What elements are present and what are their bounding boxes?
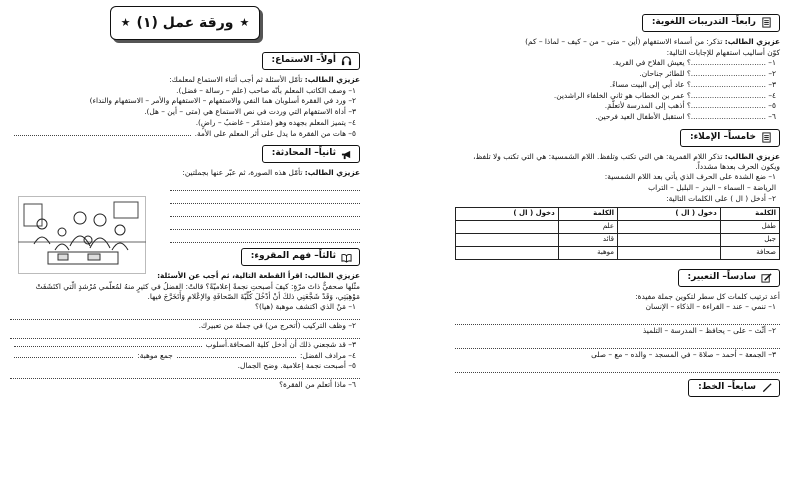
table-cell-answer[interactable] [456, 246, 559, 259]
question-text: جمع موهبة: [137, 350, 173, 360]
dictation-intro [455, 152, 780, 172]
intro-bold: عزيزي الطالب: [724, 151, 780, 161]
list-item: ٥– ................................؟ أذهب إلى المدرسة لأتعلّمَ. [604, 101, 776, 111]
table-header: الكلمة [558, 207, 617, 220]
intro-bold: عزيزي الطالب: [724, 36, 780, 46]
reading-passage: مثّلها صحفيٌّ ذاتَ مرّةٍ: كيفَ أصبحتِ نجمةً إعلاميّةً؟ قالتْ: الفضلُ في كثيرٍ منهُ لمُعلّمي مُرْشدٍ الّتي اكتَشَفَتْ مَوْهِبَتِي، وَقَدْ شَجَّعَنِي ذلكَ أنْ أدْخُلَ كُلّيّةَ الصّحافَةِ والإعْلامِ وَأَتَخَرَّجَ فيها. [35, 281, 360, 301]
section-composition-heading [678, 269, 780, 287]
composition-intro: أعد ترتيب كلمات كل سطر لتكوين جملة مفيدة: [635, 291, 780, 301]
question-row [10, 351, 360, 361]
dictation-task-1-words: الرياضة – السماء – البدر – البلبل – التراب [648, 183, 776, 193]
question-text: ٣– قد شجعني ذلك أن أدخل كلية الصحافة. [227, 339, 356, 349]
dictation-task-1: ١– ضع الشدة على الحرف الذي يأتي بعد اللام الشمسية: [604, 172, 776, 182]
table-row [456, 220, 780, 233]
listening-intro [10, 75, 360, 85]
worksheet-title-box [110, 6, 260, 40]
section-heading-text: أولاً– الاستماع: [271, 55, 336, 65]
list-item: ١– وصف الكاتب المعلم بأنّه صاحب (علم – رسالة – فضل). [176, 85, 356, 95]
page-gutter [372, 0, 447, 497]
headphones-icon [341, 55, 352, 66]
answer-line[interactable] [14, 130, 191, 136]
answer-line[interactable] [10, 372, 360, 379]
question-text: ٥– هات من الفقرة ما يدل على أثر المعلم على الأمة. [194, 128, 356, 138]
question-text: ٥– أصبحت نجمة إعلامية. وضح الجمال. [237, 361, 356, 371]
star-icon: ★ [120, 15, 131, 29]
table-cell: علم [558, 220, 617, 233]
answer-line[interactable] [455, 361, 780, 373]
table-cell-answer[interactable] [618, 246, 721, 259]
conversation-block [170, 168, 360, 243]
table-row [456, 246, 780, 259]
list-item: ٤– يتميز المعلم بجهده وهو (متذمّر – غاضبٌ – راضٍ). [195, 117, 356, 127]
question-text: ٢– وظف التركيب (أتخرج من) في جملة من تعبيرك. [198, 321, 356, 331]
answer-line[interactable] [455, 313, 780, 325]
list-item [10, 129, 360, 139]
table-cell: طفل [720, 220, 779, 233]
question-text: ١– مَنْ الذي اكتشف موهبة (هيا)؟ [255, 302, 356, 312]
list-item: ٢– ................................؟ للطائر جناحان. [639, 69, 776, 79]
answer-line[interactable] [14, 352, 133, 358]
intro-bold: عزيزي الطالب: [304, 270, 360, 280]
section-dictation-heading [680, 129, 780, 147]
answer-line[interactable] [14, 341, 202, 347]
section-heading-text: سادساً– التعبير: [687, 271, 756, 282]
table-header-row [456, 207, 780, 220]
table-cell-answer[interactable] [618, 233, 721, 246]
megaphone-icon [341, 149, 352, 160]
drills-intro [455, 37, 780, 47]
section-listening-heading [262, 52, 361, 70]
section-handwriting-heading [688, 379, 780, 397]
document-icon [761, 132, 772, 143]
family-reading-illustration [18, 196, 146, 274]
intro-text: تأمّل الأسئلة ثم أجب أثناء الاستماع لمعلمك: [169, 74, 303, 84]
left-column [0, 0, 372, 497]
list-item: ٤– ................................؟ عمر بن الخطاب هو ثاني الخلفاء الراشدين. [553, 90, 776, 100]
conversation-intro [170, 168, 360, 178]
intro-text: تذكر اللام القمرية: هي التي تكتب وتلفظ. اللام الشمسية: هي التي تكتب ولا تلفظ، ويكون الحرف بعدها مشدداً. [473, 151, 780, 171]
section-heading-text: سابعاً– الخط: [698, 381, 756, 392]
section-language-drills-heading [642, 14, 780, 32]
pen-icon [761, 382, 772, 393]
question-row [10, 340, 360, 350]
table-cell-answer[interactable] [618, 220, 721, 233]
answer-line[interactable] [455, 337, 780, 349]
question-text: ٤– مرادف الفضل: [300, 350, 356, 360]
document-icon [761, 17, 772, 28]
answer-line[interactable] [170, 205, 360, 217]
intro-text: تأمّل هذه الصورة، ثم عبّر عنها بجملتين: [182, 168, 303, 178]
answer-line[interactable] [170, 192, 360, 204]
al-words-table [455, 207, 780, 260]
drills-intro-2: كوّن أساليب استفهام للإجابات التالية: [666, 47, 780, 57]
star-icon: ★ [239, 15, 250, 29]
intro-text: تذكر: من أسماء الاستفهام (أين – متى – من – كيف – لماذا – كم) [525, 36, 723, 46]
list-item: ٣– الجمعة – أحمد – صلاةَ – في المسجد – والده – مع – صلى [591, 349, 776, 359]
table-cell: صحافة [720, 246, 779, 259]
section-heading-text: ثانياً– المحادثة: [271, 148, 336, 159]
table-cell: جبل [720, 233, 779, 246]
table-cell: قائد [558, 233, 617, 246]
section-heading-text: خامساً– الإملاء: [689, 132, 756, 142]
answer-line[interactable] [170, 218, 360, 230]
table-cell: موهبة [558, 246, 617, 259]
list-item: ٣– أداة الاستفهام التي وردت في نص الاستماع هي (متى – أين – هل). [144, 107, 356, 117]
answer-line[interactable] [177, 352, 296, 358]
list-item: ٢– أثّث – على – يحافظ – المدرسة – التلميذ [642, 326, 776, 336]
table-cell-answer[interactable] [456, 220, 559, 233]
intro-text: اقرأ القطعة التالية، ثم أجب عن الأسئلة: [157, 270, 303, 280]
section-conversation-heading [262, 145, 360, 163]
section-heading-text: ثالثاً– فهم المقروء: [250, 251, 336, 262]
intro-bold: عزيزي الطالب: [304, 74, 360, 84]
table-cell-answer[interactable] [456, 233, 559, 246]
question-text: أسلوب [205, 339, 228, 349]
answer-line[interactable] [10, 332, 360, 339]
list-item: ٦– ................................؟ استقبل الأطفال العيد فرحين. [595, 112, 776, 122]
question-text: ٦– ماذا أتعلم من الفقرة؟ [279, 380, 356, 390]
list-item: ٢– ورد في الفقرة أسلوبان هما النفي والاستفهام – الاستفهام والأمر – الاستفهام والنداء) [89, 96, 356, 106]
list-item: ١– تنمي – عند – القراءة – الذكاء – الإنسان [645, 302, 776, 312]
section-heading-text: رابعاً– التدريبات اللغوية: [651, 17, 756, 27]
worksheet-title: ورقة عمل (١) [136, 14, 234, 31]
table-header: دخول ( ال ) [618, 207, 721, 220]
list-item: ١– ................................؟ يعيش الفلاح في القرية. [612, 58, 776, 68]
answer-line[interactable] [10, 313, 360, 320]
table-header: الكلمة [720, 207, 779, 220]
table-row [456, 233, 780, 246]
intro-bold: عزيزي الطالب: [304, 168, 360, 178]
dictation-task-2: ٢– أدخل ( ال ) على الكلمات التالية: [666, 193, 776, 203]
right-column [447, 0, 794, 497]
section-reading-heading [241, 248, 360, 266]
list-item: ٣– ................................؟ عاد أبي إلى البيت مساءً. [609, 79, 776, 89]
answer-line[interactable] [170, 179, 360, 191]
table-header: دخول ( ال ) [456, 207, 559, 220]
answer-line[interactable] [170, 231, 360, 243]
open-book-icon [341, 252, 352, 263]
pencil-paper-icon [761, 272, 772, 283]
